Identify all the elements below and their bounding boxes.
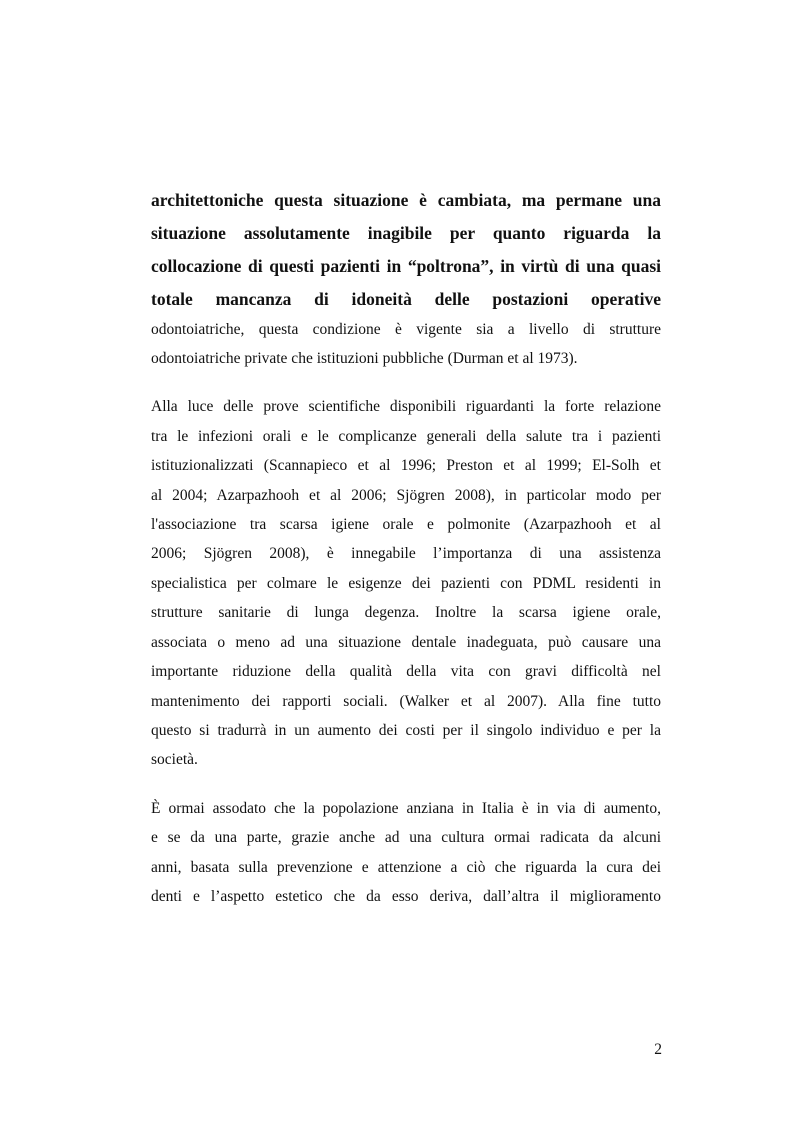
text-line: e se da una parte, grazie anche ad una cultura ormai radicata da alcuni: [151, 829, 661, 846]
text-line: Alla luce delle prove scientifiche disponibili riguardanti la forte relazione: [151, 398, 661, 415]
text-line: l'associazione tra scarsa igiene orale e polmonite (Azarpazhooh et al: [151, 516, 661, 533]
text-line: anni, basata sulla prevenzione e attenzione a ciò che riguarda la cura dei: [151, 859, 661, 876]
text-line: società.: [151, 751, 198, 768]
text-line: denti e l’aspetto estetico che da esso deriva, dall’altra il miglioramento: [151, 888, 661, 905]
text-line: al 2004; Azarpazhooh et al 2006; Sjögren 2008), in particolar modo per: [151, 487, 661, 504]
text-line: importante riduzione della qualità della vita con gravi difficoltà nel: [151, 663, 661, 680]
text-line: mantenimento dei rapporti sociali. (Walker et al 2007). Alla fine tutto: [151, 693, 661, 710]
text-line: totale mancanza di idoneità delle postazioni operative: [151, 289, 661, 309]
text-line: odontoiatriche private che istituzioni pubbliche (Durman et al 1973).: [151, 350, 578, 367]
text-line: odontoiatriche, questa condizione è vigente sia a livello di strutture: [151, 321, 661, 338]
text-line: specialistica per colmare le esigenze dei pazienti con PDML residenti in: [151, 575, 661, 592]
text-line: collocazione di questi pazienti in “poltrona”, in virtù di una quasi: [151, 256, 661, 276]
text-line: È ormai assodato che la popolazione anziana in Italia è in via di aumento,: [151, 800, 661, 817]
text-line: 2006; Sjögren 2008), è innegabile l’importanza di una assistenza: [151, 545, 661, 562]
page-number: 2: [654, 1041, 662, 1058]
text-line: strutture sanitarie di lunga degenza. Inoltre la scarsa igiene orale,: [151, 604, 661, 621]
text-line: tra le infezioni orali e le complicanze generali della salute tra i pazienti: [151, 428, 661, 445]
text-line: situazione assolutamente inagibile per quanto riguarda la: [151, 223, 661, 243]
text-line: questo si tradurrà in un aumento dei costi per il singolo individuo e per la: [151, 722, 661, 739]
text-line: architettoniche questa situazione è cambiata, ma permane una: [151, 190, 661, 210]
text-line: istituzionalizzati (Scannapieco et al 1996; Preston et al 1999; El-Solh et: [151, 457, 661, 474]
text-line: associata o meno ad una situazione dentale inadeguata, può causare una: [151, 634, 661, 651]
